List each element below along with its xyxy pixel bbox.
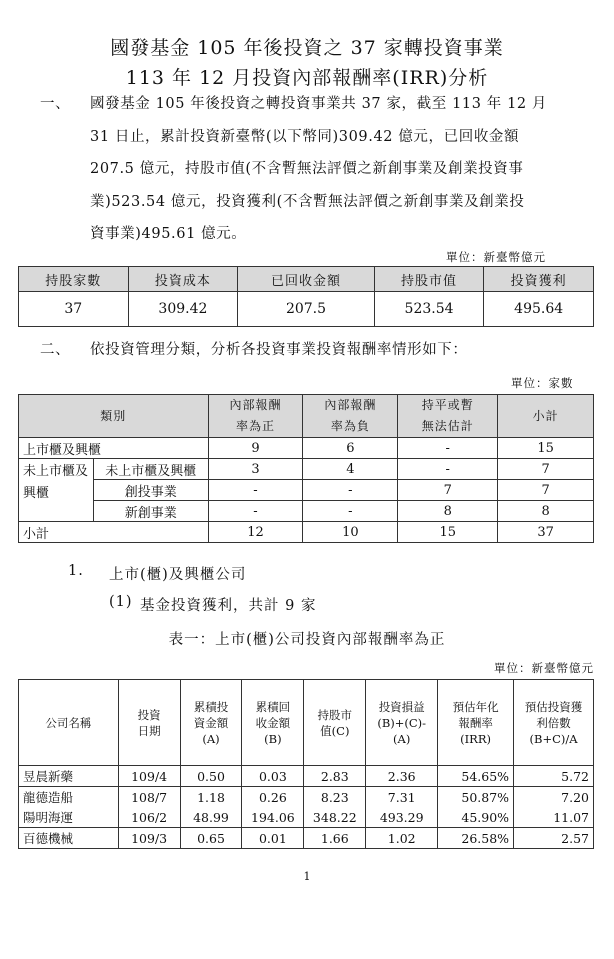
header-category: 類別	[19, 395, 209, 438]
cell: 7	[498, 480, 594, 501]
section-1-label: 一、	[40, 96, 71, 112]
value-cell: 207.5	[238, 292, 375, 327]
header-pnl: 投資損益(B)+(C)-(A)	[366, 680, 438, 766]
cell: 1.18	[180, 787, 242, 808]
section-2-text: 依投資管理分類，分析各投資事業投資報酬率情形如下：	[90, 342, 468, 358]
cell: 15	[398, 522, 498, 543]
cell: 26.58%	[438, 828, 514, 849]
row-label: 創投事業	[93, 480, 208, 501]
title-line-2: 113 年 12 月投資內部報酬率(IRR)分析	[125, 67, 489, 89]
company-name: 陽明海運	[19, 807, 119, 828]
irr-table	[18, 679, 594, 849]
section-1	[40, 88, 580, 253]
header-date: 投資日期	[118, 680, 180, 766]
cell: 0.03	[242, 766, 304, 787]
cell: 8.23	[304, 787, 366, 808]
row-label: 未上市櫃及興櫃	[93, 459, 208, 480]
summary-table	[18, 266, 594, 327]
category-table	[18, 394, 594, 543]
unit-label-1: 單位：新臺幣億元	[446, 250, 546, 264]
cell: 0.01	[242, 828, 304, 849]
header-subtotal: 小計	[498, 395, 594, 438]
cell: 3	[208, 459, 303, 480]
value-cell: 523.54	[374, 292, 484, 327]
cell: 37	[498, 522, 594, 543]
table-3-title: 表一：上市(櫃)公司投資內部報酬率為正	[168, 632, 446, 648]
cell: 10	[303, 522, 398, 543]
cell: 2.57	[514, 828, 594, 849]
company-name: 龍德造船	[19, 787, 119, 808]
section-1-text: 國發基金 105 年後投資之轉投資事業共 37 家，截至 113 年 12 月 31 日止，累計投資新臺幣(以下幣同)309.42 億元，已回收金額 207.5 億元，持股市值(不含暫無法評價之新創事業及創業投資事 業)523.54 億元，投資獲利(不含暫無法評價之新創事業及創業投 資事業)495.61 億元。	[90, 96, 548, 242]
cell: 7.20	[514, 787, 594, 808]
cell: 11.07	[514, 807, 594, 828]
cell: -	[208, 501, 303, 522]
cell: -	[208, 480, 303, 501]
cell: 7	[498, 459, 594, 480]
value-cell: 37	[19, 292, 129, 327]
row-label: 上市櫃及興櫃	[19, 438, 209, 459]
cell: 50.87%	[438, 787, 514, 808]
header-recover: 累積回收金額(B)	[242, 680, 304, 766]
cell: 12	[208, 522, 303, 543]
company-name: 昱晨新藥	[19, 766, 119, 787]
cell: 106/2	[118, 807, 180, 828]
group-label: 未上市櫃及興櫃	[19, 459, 94, 522]
title-line-1: 國發基金 105 年後投資之 37 家轉投資事業	[110, 37, 504, 59]
cell: 6	[303, 438, 398, 459]
header-market: 持股市值(C)	[304, 680, 366, 766]
row-label: 新創事業	[93, 501, 208, 522]
cell: 7	[398, 480, 498, 501]
cell: -	[303, 480, 398, 501]
value-cell: 495.64	[484, 292, 594, 327]
header-cell: 持股家數	[19, 267, 129, 292]
company-name: 百德機械	[19, 828, 119, 849]
cell: 1.66	[304, 828, 366, 849]
cell: 7.31	[366, 787, 438, 808]
subsection-1-number: 1.	[68, 563, 84, 579]
header-cell: 持股市值	[374, 267, 484, 292]
header-multiple: 預估投資獲利倍數(B+C)/A	[514, 680, 594, 766]
cell: 2.36	[366, 766, 438, 787]
cell: -	[398, 459, 498, 480]
header-invest: 累積投資金額(A)	[180, 680, 242, 766]
value-cell: 309.42	[128, 292, 238, 327]
cell: 4	[303, 459, 398, 480]
cell: 8	[398, 501, 498, 522]
subsection-2-number: (1)	[109, 594, 133, 610]
cell: 48.99	[180, 807, 242, 828]
cell: 9	[208, 438, 303, 459]
subsection-1-text: 上市(櫃)及興櫃公司	[109, 567, 247, 583]
header-negative: 內部報酬率為負	[303, 395, 398, 438]
header-cell: 投資獲利	[484, 267, 594, 292]
cell: 0.50	[180, 766, 242, 787]
cell: 8	[498, 501, 594, 522]
subsection-2-text: 基金投資獲利，共計 9 家	[140, 598, 317, 614]
cell: 0.65	[180, 828, 242, 849]
cell: 5.72	[514, 766, 594, 787]
cell: 109/4	[118, 766, 180, 787]
total-label: 小計	[19, 522, 209, 543]
cell: 54.65%	[438, 766, 514, 787]
page-number: 1	[303, 870, 311, 883]
cell: 1.02	[366, 828, 438, 849]
section-2	[40, 334, 580, 366]
cell: 108/7	[118, 787, 180, 808]
header-flat: 持平或暫無法估計	[398, 395, 498, 438]
cell: 2.83	[304, 766, 366, 787]
cell: 109/3	[118, 828, 180, 849]
header-company: 公司名稱	[19, 680, 119, 766]
section-2-label: 二、	[40, 342, 71, 358]
unit-label-3: 單位：新臺幣億元	[494, 661, 594, 675]
cell: 493.29	[366, 807, 438, 828]
cell: 348.22	[304, 807, 366, 828]
cell: 194.06	[242, 807, 304, 828]
header-positive: 內部報酬率為正	[208, 395, 303, 438]
cell: -	[398, 438, 498, 459]
header-cell: 已回收金額	[238, 267, 375, 292]
header-cell: 投資成本	[128, 267, 238, 292]
unit-label-2: 單位：家數	[511, 376, 574, 390]
header-irr: 預估年化報酬率(IRR)	[438, 680, 514, 766]
cell: 15	[498, 438, 594, 459]
cell: 45.90%	[438, 807, 514, 828]
cell: 0.26	[242, 787, 304, 808]
cell: -	[303, 501, 398, 522]
